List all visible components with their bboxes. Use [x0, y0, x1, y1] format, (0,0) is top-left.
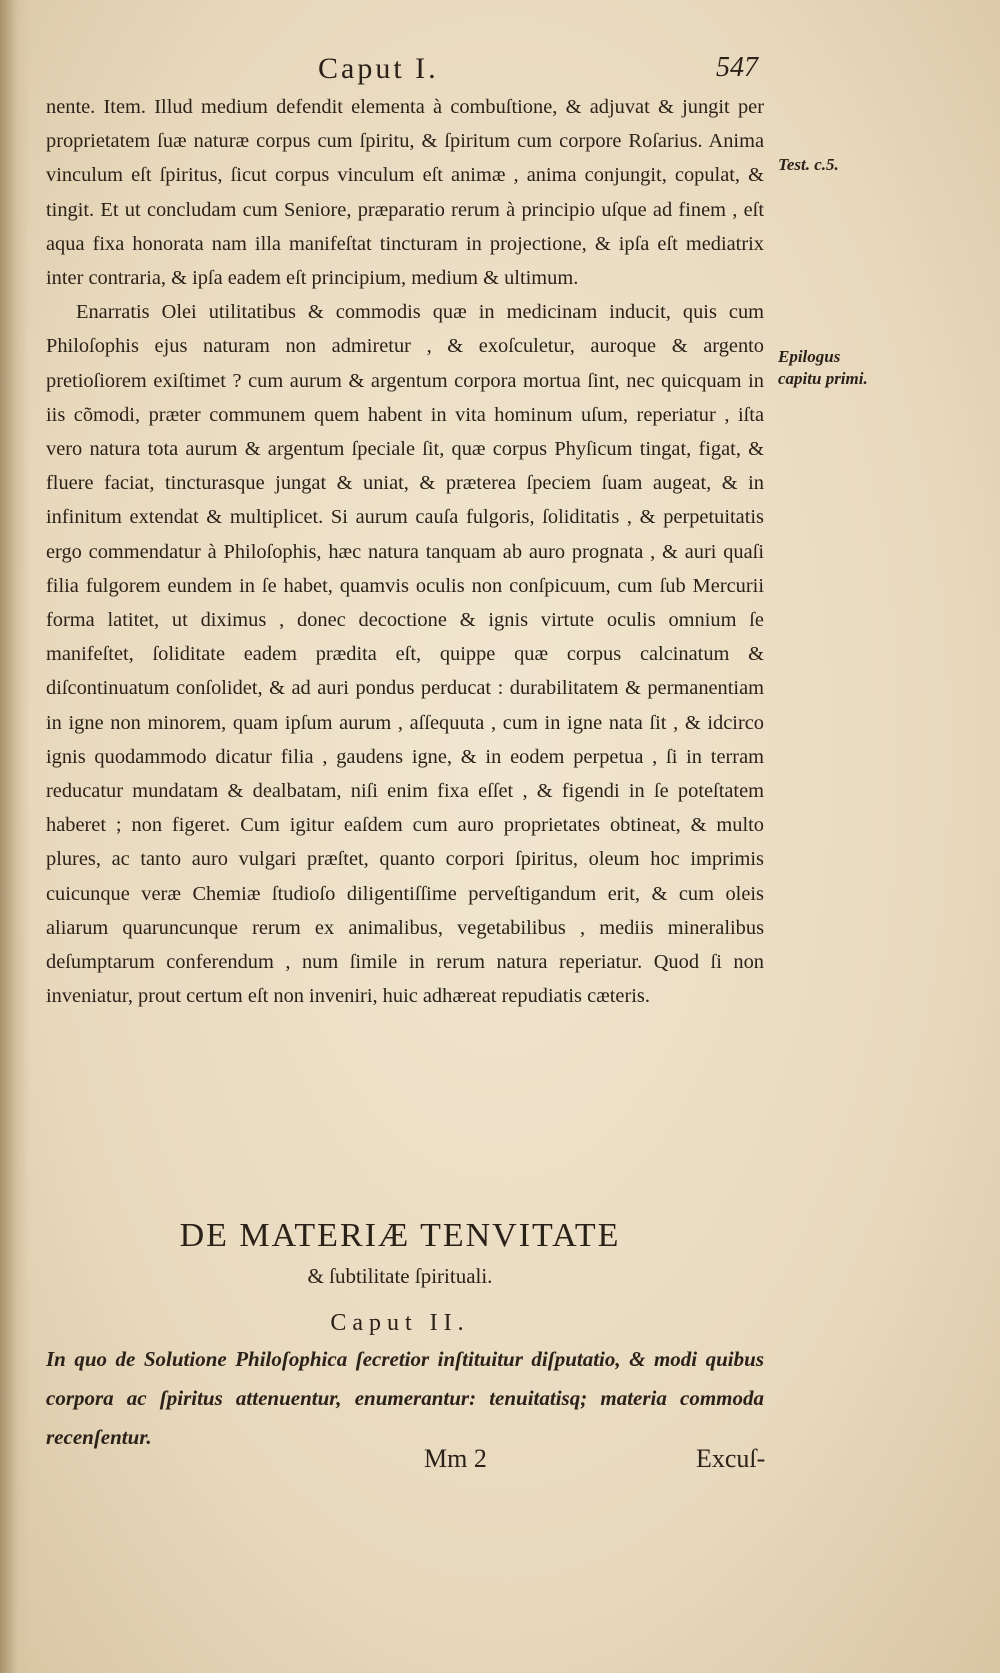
page-header [0, 52, 1000, 92]
chapter-label: Caput II. [330, 1310, 470, 1336]
section-subtitle: & ſubtilitate ſpirituali. [307, 1264, 493, 1288]
page-gutter-shadow [0, 0, 30, 1673]
main-text [46, 90, 764, 1180]
section-title: DE MATERIÆ TENVITATE [179, 1217, 621, 1254]
paragraph-1: nente. Item. Illud medium defendit elementa à combuſtione, & adjuvat & jungit per proprietatem ſuæ naturæ corpus cum ſpiritu, & ſpiritum cum corpore Roſarius. Anima vinculum eſt ſpiritus, ſicut corpus vinculum eſt animæ , anima conjungit, copulat, & tingit. Et ut concludam cum Seniore, præparatio rerum à principio uſque ad finem , eſt aqua fixa honorata nam illa manifeſtat tincturam in projectione, & ipſa eſt mediatrix inter contraria, & ipſa eadem eſt principium, medium & ultimum. [46, 96, 764, 290]
marginal-note-epilogue: Epilogus capitu primi. [778, 347, 868, 388]
page-number: 547 [716, 52, 758, 83]
signature-mark: Mm 2 [424, 1444, 487, 1473]
page-footer [0, 1444, 1000, 1478]
catchword: Excuſ- [696, 1444, 766, 1473]
running-head: Caput I. [318, 52, 439, 85]
marginal-note-testimony: Test. c.5. [778, 155, 839, 174]
chapter-summary: In quo de Solutione Philoſophica ſecretior inſtituitur diſputatio, & modi quibus corpora ac ſpiritus attenuentur, enumerantur: tenuitatisq; materia commoda recenſentur. [46, 1347, 764, 1449]
paragraph-2: Enarratis Olei utilitatibus & commodis quæ in medicinam inducit, quis cum Philoſophis ejus naturam non admiretur , & exoſculetur, auroque & argento pretioſiorem exiſtimet ? cum aurum & argentum corpora mortua ſint, nec quicquam in iis cõmodi, præter communem quem habent in vita hominum uſum, reperiatur , iſta vero natura tota aurum & argentum ſpeciale ſit, quæ corpus Phyſicum tingat, figat, & fluere faciat, tincturasque jungat & uniat, & præterea ſpeciem ſuam augeat, & in infinitum extendat & multiplicet. Si aurum cauſa fulgoris, ſoliditatis , & perpetuitatis ergo commendatur à Philoſophis, hæc natura tanquam ab auro prognata , & auri quaſi filia fulgorem eundem in ſe habet, quamvis oculis non conſpicuum, cum ſub Mercurii forma latitet, ut diximus , donec decoctione & ignis virtute oculis omnium ſe manifeſtet, ſoliditate eadem prædita eſt, quippe quæ corpus calcinatum & diſcontinuatum conſolidet, & ad auri pondus perducat : durabilitatem & permanentiam in igne non minorem, quam ipſum aurum , aſſequuta , cum in igne nata ſit , & idcirco ignis quodammodo dicatur filia , gaudens igne, & in eodem perpetua , ſi in terram reducatur mundatam & dealbatam, niſi enim fixa eſſet , & figendi in ſe poteſtatem haberet ; non figeret. Cum igitur eaſdem cum auro proprietates obtineat, & multo plures, ac tanto auro vulgari præſtet, quanto corpori ſpiritus, oleum hoc imprimis cuicunque veræ Chemiæ ſtudioſo diligentiſſime perveſtigandum erit, & cum oleis aliarum quaruncunque rerum ex animalibus, vegetabilibus , mediis mineralibus deſumptarum conferendum , num ſimile in rerum natura reperiatur. Quod ſi non inveniatur, prout certum eſt non inveniri, huic adhæreat repudiatis cæteris. [46, 301, 764, 1008]
